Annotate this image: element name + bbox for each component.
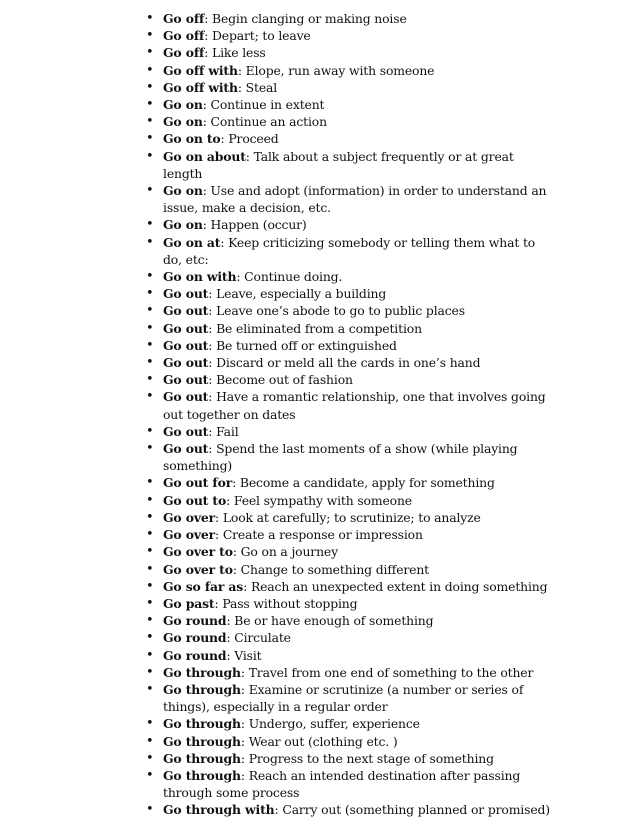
bullet-icon: • <box>146 681 154 697</box>
list-item <box>146 629 556 646</box>
phrasal-verb-term: Go out <box>163 337 209 353</box>
phrasal-verb-term: Go out <box>163 286 209 302</box>
list-item <box>146 492 556 509</box>
phrasal-verb-definition: : Become out of fashion <box>208 372 353 388</box>
phrasal-verb-term: Go off <box>163 11 205 26</box>
phrasal-verb-definition: : Begin clanging or making noise <box>204 11 407 26</box>
phrasal-verb-term: Go off <box>163 28 205 44</box>
phrasal-verb-term: Go on with <box>163 269 237 285</box>
phrasal-verb-term: Go out <box>163 389 209 405</box>
bullet-icon: • <box>146 441 154 457</box>
list-item <box>146 750 556 767</box>
list-item <box>146 388 556 422</box>
phrasal-verb-definition: : Visit <box>226 647 262 663</box>
phrasal-verb-term: Go through <box>163 664 241 680</box>
list-item <box>146 647 556 664</box>
bullet-icon: • <box>146 234 154 250</box>
list-item <box>146 79 556 96</box>
bullet-icon: • <box>146 423 154 439</box>
phrasal-verb-definition: : Continue doing. <box>236 269 343 285</box>
list-item <box>146 234 556 268</box>
bullet-icon: • <box>146 372 154 388</box>
list-item <box>146 664 556 681</box>
list-item <box>146 354 556 371</box>
phrasal-verb-definition: : Reach an unexpected extent in doing something <box>243 578 548 594</box>
phrasal-verb-definition: : Circulate <box>226 630 291 646</box>
bullet-icon: • <box>146 320 154 336</box>
list-item <box>146 801 556 818</box>
phrasal-verb-definition: : Use and adopt (information) in order to understand an issue, make a decision, etc. <box>163 183 547 216</box>
bullet-icon: • <box>146 509 154 525</box>
phrasal-verb-term: Go through <box>163 681 241 697</box>
phrasal-verb-definition: : Reach an intended destination after passing through some process <box>163 767 521 801</box>
list-item <box>146 10 556 27</box>
phrasal-verb-definition: : Proceed <box>220 131 279 147</box>
list-item <box>146 595 556 612</box>
list-item <box>146 440 556 474</box>
phrasal-verb-term: Go over <box>163 509 215 525</box>
bullet-icon: • <box>146 630 154 646</box>
bullet-icon: • <box>146 475 154 491</box>
phrasal-verb-definition: : Leave one’s abode to go to public places <box>208 303 465 319</box>
bullet-icon: • <box>146 183 154 199</box>
bullet-icon: • <box>146 733 154 749</box>
phrasal-verb-term: Go through <box>163 733 241 749</box>
phrasal-verb-term: Go off with <box>163 62 238 78</box>
phrasal-verb-term: Go on <box>163 217 203 233</box>
phrasal-verb-definition: : Like less <box>204 45 266 61</box>
list-item <box>146 371 556 388</box>
list-item <box>146 681 556 715</box>
list-item <box>146 148 556 182</box>
bullet-icon: • <box>146 62 154 78</box>
bullet-icon: • <box>146 28 154 44</box>
list-item <box>146 423 556 440</box>
list-item <box>146 733 556 750</box>
phrasal-verb-term: Go out <box>163 303 209 319</box>
bullet-icon: • <box>146 303 154 319</box>
bullet-icon: • <box>146 217 154 233</box>
phrasal-verb-term: Go on <box>163 183 203 199</box>
bullet-icon: • <box>146 11 154 26</box>
phrasal-verb-definition: : Talk about a subject frequently or at great length <box>163 148 514 181</box>
phrasal-verb-term: Go out <box>163 372 209 388</box>
list-item <box>146 320 556 337</box>
phrasal-verb-term: Go on at <box>163 234 221 250</box>
list-item <box>146 182 556 216</box>
bullet-icon: • <box>146 45 154 61</box>
phrasal-verb-definition: : Spend the last moments of a show (while playing something) <box>163 441 518 474</box>
phrasal-verb-term: Go out <box>163 320 209 336</box>
bullet-icon: • <box>146 389 154 405</box>
phrasal-verb-definition: : Fail <box>208 423 239 439</box>
list-item <box>146 130 556 147</box>
bullet-icon: • <box>146 492 154 508</box>
phrasal-verb-term: Go out <box>163 423 209 439</box>
list-item <box>146 268 556 285</box>
phrasal-verb-definition: : Be or have enough of something <box>226 613 434 629</box>
bullet-icon: • <box>146 114 154 130</box>
phrasal-verb-term: Go out <box>163 441 209 457</box>
list-item <box>146 285 556 302</box>
bullet-icon: • <box>146 355 154 371</box>
bullet-icon: • <box>146 527 154 543</box>
phrasal-verb-term: Go on about <box>163 148 246 164</box>
phrasal-verb-term: Go through <box>163 767 241 783</box>
phrasal-verb-term: Go on to <box>163 131 221 147</box>
phrasal-verb-definition: : Happen (occur) <box>202 217 307 233</box>
bullet-icon: • <box>146 97 154 113</box>
phrasal-verb-term: Go past <box>163 595 215 611</box>
bullet-icon: • <box>146 79 154 95</box>
phrasal-verb-term: Go out to <box>163 492 227 508</box>
bullet-icon: • <box>146 286 154 302</box>
bullet-icon: • <box>146 750 154 766</box>
bullet-icon: • <box>146 716 154 732</box>
list-item <box>146 337 556 354</box>
bullet-icon: • <box>146 578 154 594</box>
phrasal-verb-definition: : Elope, run away with someone <box>237 62 435 78</box>
phrasal-verb-definition: : Steal <box>237 79 278 95</box>
phrasal-verb-definition: : Carry out (something planned or promised) <box>274 802 550 818</box>
phrasal-verb-definition: : Change to something different <box>232 561 430 577</box>
list-item <box>146 474 556 491</box>
phrasal-verb-list <box>146 10 556 819</box>
phrasal-verb-term: Go off <box>163 45 205 61</box>
list-item <box>146 561 556 578</box>
phrasal-verb-term: Go through <box>163 716 241 732</box>
list-item <box>146 526 556 543</box>
phrasal-verb-definition: : Depart; to leave <box>204 28 311 44</box>
phrasal-verb-definition: : Undergo, suffer, experience <box>240 716 420 732</box>
list-item <box>146 612 556 629</box>
list-item <box>146 509 556 526</box>
bullet-icon: • <box>146 802 154 818</box>
phrasal-verb-term: Go off with <box>163 79 238 95</box>
list-item <box>146 216 556 233</box>
phrasal-verb-definition: : Keep criticizing somebody or telling them what to do, etc: <box>163 234 536 267</box>
list-item <box>146 578 556 595</box>
bullet-icon: • <box>146 613 154 629</box>
bullet-icon: • <box>146 647 154 663</box>
phrasal-verb-definition: : Feel sympathy with someone <box>226 492 412 508</box>
bullet-icon: • <box>146 561 154 577</box>
list-item <box>146 27 556 44</box>
list-item <box>146 767 556 801</box>
phrasal-verb-term: Go on <box>163 114 203 130</box>
list-item <box>146 543 556 560</box>
phrasal-verb-term: Go out for <box>163 475 233 491</box>
phrasal-verb-term: Go over to <box>163 561 233 577</box>
phrasal-verb-definition: : Be turned off or extinguished <box>208 337 397 353</box>
phrasal-verb-term: Go out <box>163 355 209 371</box>
phrasal-verb-definition: : Travel from one end of something to the other <box>240 664 534 680</box>
phrasal-verb-definition: : Go on a journey <box>232 544 338 560</box>
phrasal-verb-term: Go so far as <box>163 578 244 594</box>
list-item <box>146 715 556 732</box>
phrasal-verb-term: Go through with <box>163 802 275 818</box>
phrasal-verb-definition: : Pass without stopping <box>214 595 358 611</box>
list-item <box>146 96 556 113</box>
bullet-icon: • <box>146 337 154 353</box>
phrasal-verb-term: Go round <box>163 613 227 629</box>
phrasal-verb-definition: : Have a romantic relationship, one that involves going out together on dates <box>163 389 546 422</box>
phrasal-verb-term: Go over <box>163 527 215 543</box>
list-item <box>146 302 556 319</box>
bullet-icon: • <box>146 595 154 611</box>
bullet-icon: • <box>146 664 154 680</box>
list-item <box>146 62 556 79</box>
phrasal-verb-definition: : Examine or scrutinize (a number or series of things), especially in a regular order <box>163 681 524 715</box>
phrasal-verb-definition: : Wear out (clothing etc. ) <box>240 733 398 749</box>
phrasal-verb-term: Go over to <box>163 544 233 560</box>
phrasal-verb-definition: : Leave, especially a building <box>208 286 387 302</box>
phrasal-verb-definition: : Continue in extent <box>202 97 325 113</box>
bullet-icon: • <box>146 269 154 285</box>
phrasal-verb-definition: : Look at carefully; to scrutinize; to analyze <box>215 509 481 525</box>
phrasal-verb-term: Go round <box>163 630 227 646</box>
phrasal-verb-definition: : Become a candidate, apply for something <box>232 475 495 491</box>
bullet-icon: • <box>146 544 154 560</box>
phrasal-verb-definition: : Progress to the next stage of something <box>240 750 494 766</box>
bullet-icon: • <box>146 148 154 164</box>
phrasal-verb-definition: : Continue an action <box>202 114 327 130</box>
phrasal-verb-term: Go through <box>163 750 241 766</box>
phrasal-verb-definition: : Be eliminated from a competition <box>208 320 422 336</box>
phrasal-verb-definition: : Create a response or impression <box>215 527 423 543</box>
bullet-icon: • <box>146 767 154 783</box>
bullet-icon: • <box>146 131 154 147</box>
phrasal-verb-term: Go round <box>163 647 227 663</box>
phrasal-verb-term: Go on <box>163 97 203 113</box>
list-item <box>146 113 556 130</box>
list-item <box>146 44 556 61</box>
phrasal-verb-definition: : Discard or meld all the cards in one’s hand <box>208 355 481 371</box>
